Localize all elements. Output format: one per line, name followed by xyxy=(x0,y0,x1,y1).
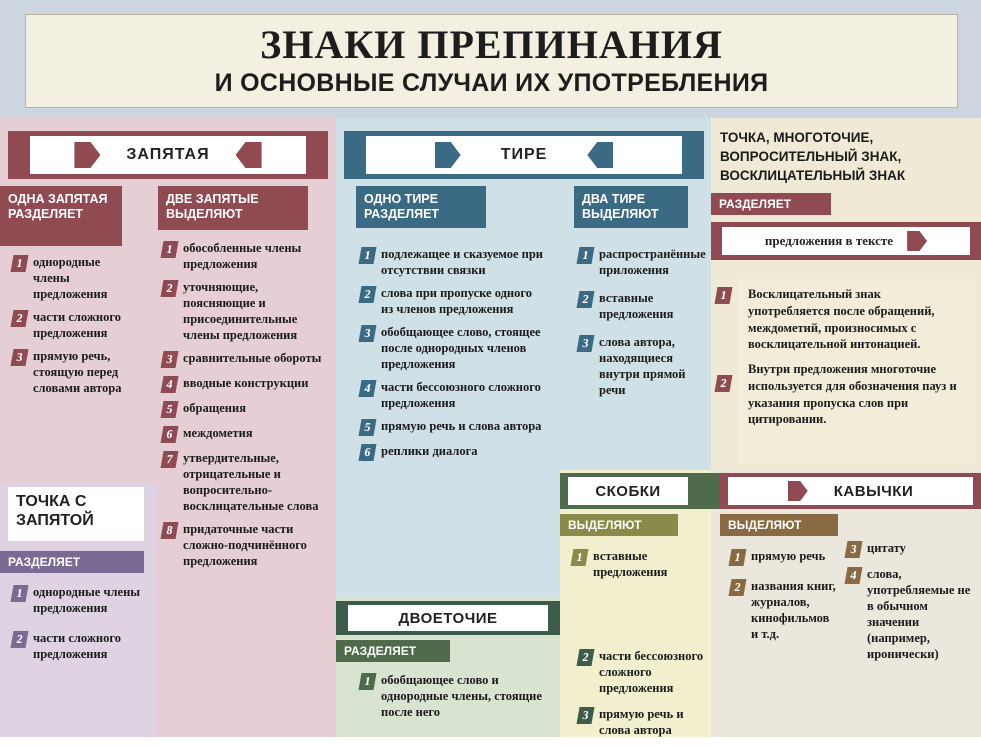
two-dashes-heading xyxy=(574,186,688,228)
arrow-left-icon xyxy=(236,142,262,168)
colon-title-plaque xyxy=(348,605,548,631)
item-number: 3 xyxy=(845,541,863,558)
quotes-sub-banner xyxy=(720,514,838,536)
brackets-list xyxy=(572,548,708,587)
dash-title: ТИРЕ xyxy=(500,146,548,163)
list-item xyxy=(716,286,734,304)
item-text: подлежащее и сказуемое при отсутствии связки xyxy=(381,247,544,277)
item-text: прямую речь и слова автора xyxy=(599,707,684,737)
page-subtitle: И ОСНОВНЫЕ СЛУЧАИ ИХ УПОТРЕБЛЕНИЯ xyxy=(214,69,769,97)
list-item xyxy=(12,254,138,302)
list-item xyxy=(578,648,706,696)
item-number: 4 xyxy=(161,376,179,393)
item-text: уточняющие, поясняющие и присоединительные члены предложения xyxy=(183,280,298,342)
list-item xyxy=(578,246,706,278)
item-number: 1 xyxy=(571,549,589,566)
item-number: 7 xyxy=(161,451,179,468)
item-text: придаточные части сложно-подчинённого предложения xyxy=(183,522,307,568)
item-number: 2 xyxy=(715,375,733,392)
list-item xyxy=(578,290,702,322)
quotes-list-right xyxy=(846,540,974,669)
semicolon-list xyxy=(12,584,142,669)
item-text: обращения xyxy=(183,401,246,415)
header xyxy=(25,14,958,108)
item-text: прямую речь xyxy=(751,549,826,563)
item-number: 3 xyxy=(577,707,595,724)
list-item xyxy=(12,348,138,396)
item-text: распространённые приложения xyxy=(599,247,706,277)
item-text: вводные конструкции xyxy=(183,376,309,390)
list-item xyxy=(162,450,324,514)
item-text: вставные предложения xyxy=(599,291,674,321)
list-item xyxy=(360,672,550,720)
list-item xyxy=(162,400,324,418)
item-text: обобщающее слово, стоящее после однородных членов предложения xyxy=(381,325,541,371)
item-number: 1 xyxy=(577,247,595,264)
item-text: сравнительные обороты xyxy=(183,351,322,365)
item-number: 1 xyxy=(161,241,179,258)
page-title: ЗНАКИ ПРЕПИНАНИЯ xyxy=(260,22,723,67)
arrow-right-icon xyxy=(907,231,927,251)
item-number: 3 xyxy=(161,351,179,368)
item-text: однородные члены предложения xyxy=(33,585,141,615)
item-text: междометия xyxy=(183,426,253,440)
dash-title-plaque xyxy=(366,136,682,174)
list-item xyxy=(12,630,142,662)
arrow-left-icon xyxy=(587,142,613,168)
item-text: части бессоюзного сложного предложения xyxy=(599,649,704,695)
list-item xyxy=(162,240,324,272)
item-text: обобщающее слово и однородные члены, стоящие после него xyxy=(381,673,542,719)
brackets-sub-banner xyxy=(560,514,678,536)
item-text: части сложного предложения xyxy=(33,631,121,661)
item-number: 1 xyxy=(359,247,377,264)
item-number: 3 xyxy=(359,325,377,342)
list-item xyxy=(572,548,708,580)
list-item xyxy=(578,334,702,398)
item-number: 2 xyxy=(161,280,179,297)
list-item xyxy=(360,379,546,411)
list-item xyxy=(360,246,546,278)
list-item xyxy=(730,548,838,566)
one-comma-list xyxy=(12,254,138,403)
item-number: 3 xyxy=(11,349,29,366)
colon-title: ДВОЕТОЧИЕ xyxy=(398,609,498,627)
item-number: 6 xyxy=(359,444,377,461)
item-text: части сложного предложения xyxy=(33,310,121,340)
two-commas-heading xyxy=(158,186,308,230)
item-number: 1 xyxy=(359,673,377,690)
right-sub-banner xyxy=(711,193,831,215)
list-item xyxy=(578,706,706,738)
item-number: 5 xyxy=(359,419,377,436)
item-text: слова, употребляемые не в обычном значении (например, иронически) xyxy=(867,567,971,661)
item-number: 6 xyxy=(161,426,179,443)
list-item xyxy=(162,521,324,569)
item-text: однородные члены предложения xyxy=(33,255,108,301)
two-dashes-list xyxy=(578,246,706,405)
item-text: прямую речь, стоящую перед словами автора xyxy=(33,349,122,395)
item-text: реплики диалога xyxy=(381,444,478,458)
brackets-sub-label: ВЫДЕЛЯЮТ xyxy=(568,518,642,532)
item-number: 3 xyxy=(577,335,595,352)
item-text: прямую речь и слова автора xyxy=(381,419,542,433)
list-item xyxy=(162,279,324,343)
item-number: 5 xyxy=(161,401,179,418)
list-item xyxy=(846,540,974,558)
arrow-right-icon xyxy=(435,142,461,168)
list-item xyxy=(360,443,546,461)
list-item xyxy=(360,418,546,436)
right-notes xyxy=(738,278,976,464)
item-number: 4 xyxy=(359,380,377,397)
one-dash-heading xyxy=(356,186,486,228)
item-number: 1 xyxy=(715,287,733,304)
item-text: слова автора, находящиеся внутри прямой речи xyxy=(599,335,686,397)
item-text: вставные предложения xyxy=(593,549,668,579)
item-number: 2 xyxy=(577,649,595,666)
one-comma-heading xyxy=(0,186,122,246)
colon-sub-banner xyxy=(336,640,450,662)
item-text: части бессоюзного сложного предложения xyxy=(381,380,541,410)
item-text: обособленные члены предложения xyxy=(183,241,302,271)
quotes-list-left xyxy=(730,548,838,649)
item-number: 2 xyxy=(359,286,377,303)
right-column-title: ТОЧКА, МНОГОТОЧИЕ, ВОПРОСИТЕЛЬНЫЙ ЗНАК, ВОСКЛИЦАТЕЛЬНЫЙ ЗНАК xyxy=(720,130,906,184)
arrow-right-icon xyxy=(788,481,808,501)
colon-list-continued xyxy=(578,648,706,745)
item-number: 8 xyxy=(161,522,179,539)
comma-title-plaque xyxy=(30,136,306,174)
brackets-title-plaque xyxy=(568,477,688,505)
list-item xyxy=(360,324,546,372)
semicolon-sub-banner xyxy=(0,551,144,573)
note-paragraph: Внутри предложения многоточие используется для обозначения пауз и указания пропуска слов при цитировании. xyxy=(748,362,957,427)
list-item xyxy=(716,374,734,392)
semicolon-title-plaque xyxy=(8,487,144,541)
two-commas-heading-label: ДВЕ ЗАПЯТЫЕ ВЫДЕЛЯЮТ xyxy=(166,192,259,222)
item-text: цитату xyxy=(867,541,906,555)
item-number: 4 xyxy=(845,567,863,584)
quotes-title: КАВЫЧКИ xyxy=(833,482,914,500)
right-plaque xyxy=(722,227,970,255)
list-item xyxy=(846,566,974,662)
quotes-title-plaque xyxy=(728,477,973,505)
one-dash-list xyxy=(360,246,546,468)
list-item xyxy=(162,425,324,443)
list-item xyxy=(12,309,138,341)
list-item xyxy=(12,584,142,616)
right-sub-label: РАЗДЕЛЯЕТ xyxy=(719,197,792,211)
two-commas-list xyxy=(162,240,324,576)
list-item xyxy=(730,578,838,642)
right-notes-numbers xyxy=(716,286,734,399)
semicolon-sub-label: РАЗДЕЛЯЕТ xyxy=(8,555,81,569)
item-number: 1 xyxy=(729,549,747,566)
item-text: слова при пропуске одного из членов предложения xyxy=(381,286,532,316)
list-item xyxy=(360,285,546,317)
two-dashes-heading-label: ДВА ТИРЕ ВЫДЕЛЯЮТ xyxy=(582,192,659,222)
right-plaque-label: предложения в тексте xyxy=(764,233,894,248)
comma-title: ЗАПЯТАЯ xyxy=(126,146,210,163)
item-text: названия книг, журналов, кинофильмов и т.д. xyxy=(751,579,836,641)
item-number: 2 xyxy=(11,631,29,648)
colon-sub-label: РАЗДЕЛЯЕТ xyxy=(344,644,417,658)
brackets-title: СКОБКИ xyxy=(595,482,661,500)
list-item xyxy=(162,375,324,393)
item-number: 1 xyxy=(11,255,29,272)
list-item xyxy=(162,350,324,368)
note-paragraph: Восклицательный знак употребляется после обращений, междометий, произносимых с восклицательной интонацией. xyxy=(748,287,935,352)
item-text: утвердительные, отрицательные и вопросительно-восклицательные слова xyxy=(183,451,319,513)
item-number: 1 xyxy=(11,585,29,602)
quotes-sub-label: ВЫДЕЛЯЮТ xyxy=(728,518,802,532)
item-number: 2 xyxy=(11,310,29,327)
item-number: 2 xyxy=(577,291,595,308)
one-comma-heading-label: ОДНА ЗАПЯТАЯ РАЗДЕЛЯЕТ xyxy=(8,192,108,222)
semicolon-title: ТОЧКА С ЗАПЯТОЙ xyxy=(16,493,94,529)
colon-list xyxy=(360,672,550,727)
one-dash-heading-label: ОДНО ТИРЕ РАЗДЕЛЯЕТ xyxy=(364,192,440,222)
arrow-right-icon xyxy=(74,142,100,168)
item-number: 2 xyxy=(729,579,747,596)
